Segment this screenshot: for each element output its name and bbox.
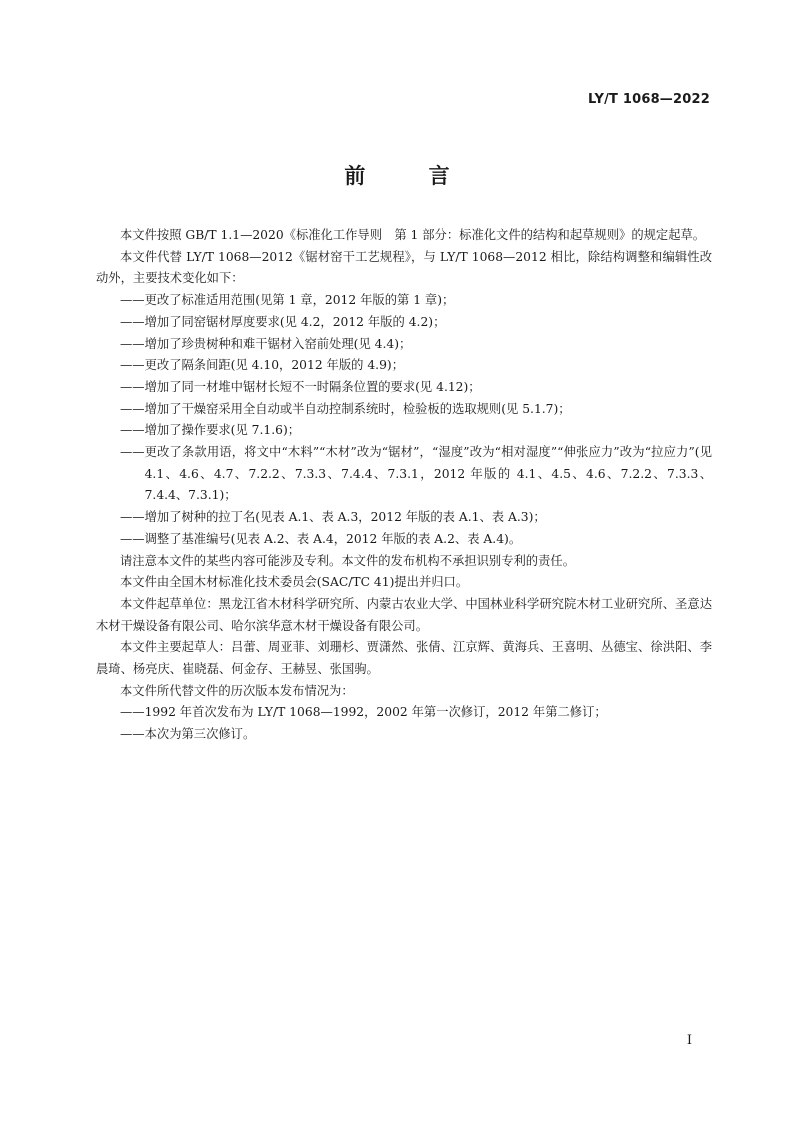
list-item: —— 更改了标准适用范围(见第 1 章，2012 年版的第 1 章)； [120,293,455,308]
committee-statement: 本文件由全国木材标准化技术委员会(SAC/TC 41)提出并归口。 [120,575,469,590]
page-title: 前 言 [344,164,478,188]
document-code: LY/T 1068—2022 [588,92,710,107]
list-item: —— 更改了隔条间距(见 4.10，2012 年版的 4.9)； [120,358,405,373]
list-item: —— 增加了操作要求(见 7.1.6)； [120,423,301,438]
patent-notice: 请注意本文件的某些内容可能涉及专利。本文件的发布机构不承担识别专利的责任。 [120,553,575,568]
drafters: 本文件主要起草人：吕蕾、周亚菲、刘珊杉、贾潇然、张倩、江京辉、黄海兵、王喜明、丛德宝、徐洪阳、李晨琦、杨亮庆、崔晓磊、何金存、王赫昱、张国驹。 [96,640,712,677]
history-intro: 本文件所代替文件的历次版本发布情况为： [120,683,354,698]
list-item: —— 增加了树种的拉丁名(见表 A.1、表 A.3，2012 年版的表 A.1、表 A.3)； [120,510,546,525]
list-item: —— 调整了基准编号(见表 A.2、表 A.4，2012 年版的表 A.2、表 A.4)。 [120,531,522,546]
intro-paragraph: 本文件代替 LY/T 1068—2012《锯材窑干工艺规程》，与 LY/T 1068—2012 相比，除结构调整和编辑性改动外，主要技术变化如下： [96,249,712,286]
drafting-units: 本文件起草单位：黑龙江省木材科学研究所、内蒙古农业大学、中国林业科学研究院木材工业研究所、圣意达木材干燥设备有限公司、哈尔滨华意木材干燥设备有限公司。 [96,596,712,633]
list-item: —— 增加了同一材堆中锯材长短不一时隔条位置的要求(见 4.12)； [120,379,481,394]
intro-paragraph: 本文件按照 GB/T 1.1—2020《标准化工作导则 第 1 部分：标准化文件的结构和起草规则》的规定起草。 [120,228,706,242]
list-item: —— 增加了珍贵树种和难干锯材入窑前处理(见 4.4)； [120,336,412,351]
list-item: —— 更改了条款用语，将文中“木料”“木材”改为“锯材”，“湿度”改为“相对湿度”“伸张应力”改为“拉应力”(见 4.1、4.6、4.7、7.2.2、7.3.3、7.4.4、7.3.1，2012 年版的 4.1、4.5、4.6、7.2.2、7.3.3、7.4.4、7.3.1)； [120,445,712,503]
list-item: —— 本次为第三次修订。 [120,727,256,742]
list-item: —— 增加了干燥窑采用全自动或半自动控制系统时，检验板的选取规则(见 5.1.7)； [120,401,571,416]
foreword-body [96,225,712,746]
page-number: I [686,1033,692,1048]
list-item: —— 1992 年首次发布为 LY/T 1068—1992，2002 年第一次修订，2012 年第二修订； [120,705,607,720]
history-list [96,702,712,745]
list-item: —— 增加了同窑锯材厚度要求(见 4.2，2012 年版的 4.2)； [120,314,446,329]
changes-list [96,290,712,550]
